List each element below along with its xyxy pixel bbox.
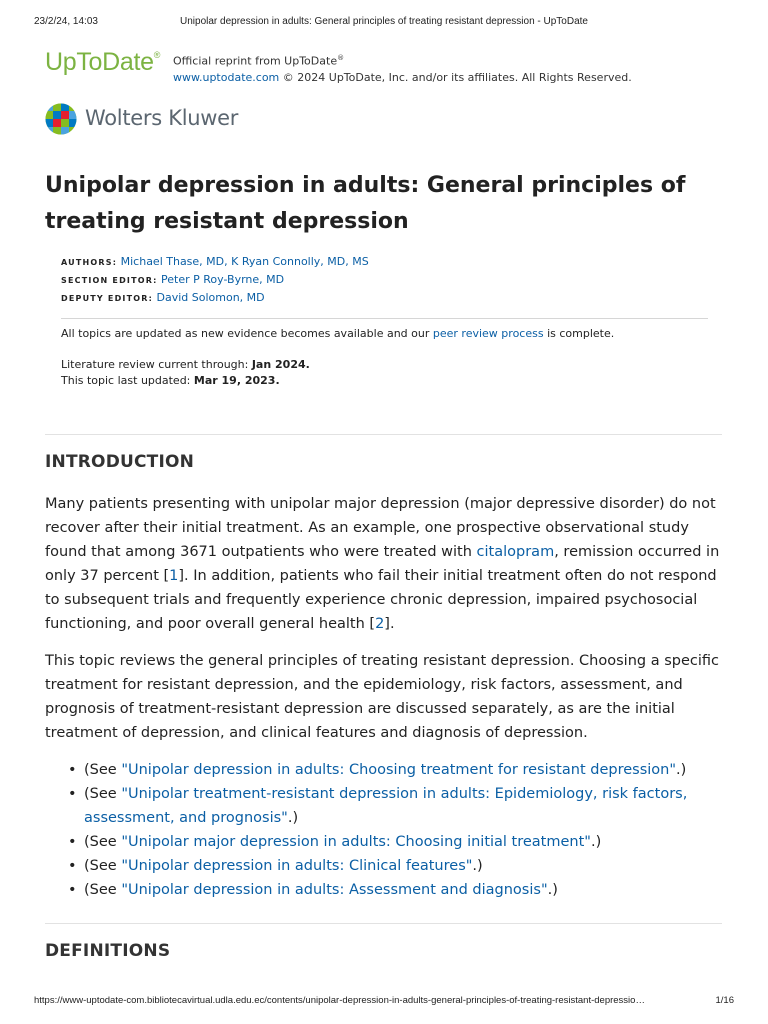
reference-link-2[interactable]: 2 (375, 616, 385, 632)
literature-review-date: Jan 2024. (251, 358, 310, 371)
deputy-editor-label: DEPUTY EDITOR: (61, 294, 153, 303)
literature-review-line: Literature review current through: Jan 2024. (61, 358, 310, 371)
authors-label: AUTHORS: (61, 258, 118, 267)
print-footer (34, 995, 734, 1009)
uptodate-logo[interactable]: UpToDate® (45, 48, 161, 76)
list-item: • (See "Unipolar depression in adults: Choosing treatment for resistant depression".) (68, 762, 687, 778)
definitions-heading: DEFINITIONS (45, 941, 171, 961)
authors-row (61, 253, 721, 271)
section-divider (45, 434, 722, 435)
related-topic-link[interactable]: "Unipolar major depression in adults: Choosing initial treatment" (121, 834, 591, 850)
copyright-text: © 2024 UpToDate, Inc. and/or its affiliates. All Rights Reserved. (282, 70, 632, 84)
publisher-name: Wolters Kluwer (85, 106, 239, 130)
reprint-line: Official reprint from UpToDate (173, 54, 338, 68)
reprint-notice: Official reprint from UpToDate® www.uptodate.com © 2024 UpToDate, Inc. and/or its affiliates. All Rights Reserved. (173, 54, 632, 84)
print-page-title: Unipolar depression in adults: General principles of treating resistant depression - UpToDate (180, 16, 588, 27)
article-byline (61, 253, 721, 307)
list-item: • (See "Unipolar depression in adults: Assessment and diagnosis".) (68, 882, 558, 898)
citalopram-link[interactable]: citalopram (476, 544, 555, 560)
introduction-heading: INTRODUCTION (45, 452, 195, 472)
publisher-logo (45, 103, 305, 135)
article-title: Unipolar depression in adults: General principles of treating resistant depression (45, 173, 686, 234)
section-editor-row (61, 271, 721, 289)
authors-link[interactable]: Michael Thase, MD, K Ryan Connolly, MD, MS (120, 255, 369, 268)
page-number: 1/16 (715, 995, 734, 1006)
deputy-editor-row (61, 289, 721, 307)
introduction-paragraph-2: This topic reviews the general principles of treating resistant depression. Choosing a specific treatment for resistant depression, and the epidemiology, risk factors, assessment, and prognosis of treatment-resistant depression are discussed separately, as are the initial treatment of depression, and clinical features and diagnosis of depression. (45, 653, 719, 741)
print-header (34, 16, 734, 30)
last-updated-line: This topic last updated: Mar 19, 2023. (61, 374, 280, 387)
related-topic-link[interactable]: "Unipolar depression in adults: Assessment and diagnosis" (121, 882, 548, 898)
wolters-kluwer-logo-icon (45, 103, 77, 135)
related-topic-link[interactable]: "Unipolar treatment-resistant depression in adults: Epidemiology, risk factors, assessment, and prognosis" (84, 786, 688, 826)
last-updated-date: Mar 19, 2023. (193, 374, 280, 387)
evidence-notice: All topics are updated as new evidence becomes available and our peer review process is complete. (61, 327, 615, 340)
list-item: • (See "Unipolar treatment-resistant depression in adults: Epidemiology, risk factors, assessment, and prognosis".) (68, 786, 688, 826)
print-url: https://www-uptodate-com.bibliotecavirtual.udla.edu.ec/contents/unipolar-depression-in-adults-general-principles-of-treating-resistant-depressio… (34, 995, 645, 1006)
section-editor-link[interactable]: Peter P Roy-Byrne, MD (161, 273, 285, 286)
list-item: • (See "Unipolar depression in adults: Clinical features".) (68, 858, 483, 874)
introduction-paragraph-1: Many patients presenting with unipolar major depression (major depressive disorder) do not recover after their initial treatment. As an example, one prospective observational study found that among 3671 outpatients who were treated with citalopram, remission occurred in only 37 percent [1]. In addition, patients who fail their initial treatment often do not respond to subsequent trials and frequently experience chronic depression, impaired psychosocial functioning, and poor overall general health [2]. (45, 496, 720, 632)
deputy-editor-link[interactable]: David Solomon, MD (156, 291, 265, 304)
uptodate-site-link[interactable]: www.uptodate.com (173, 70, 280, 84)
print-date: 23/2/24, 14:03 (34, 16, 98, 27)
related-topic-link[interactable]: "Unipolar depression in adults: Clinical features" (121, 858, 473, 874)
peer-review-link[interactable]: peer review process (432, 327, 544, 340)
section-editor-label: SECTION EDITOR: (61, 276, 158, 285)
byline-divider (61, 318, 708, 319)
review-dates (61, 357, 721, 389)
see-also-list (68, 758, 708, 902)
section-divider (45, 923, 722, 924)
related-topic-link[interactable]: "Unipolar depression in adults: Choosing treatment for resistant depression" (121, 762, 677, 778)
brand-header (45, 48, 725, 84)
reference-link-1[interactable]: 1 (169, 568, 179, 584)
list-item: • (See "Unipolar major depression in adults: Choosing initial treatment".) (68, 834, 602, 850)
